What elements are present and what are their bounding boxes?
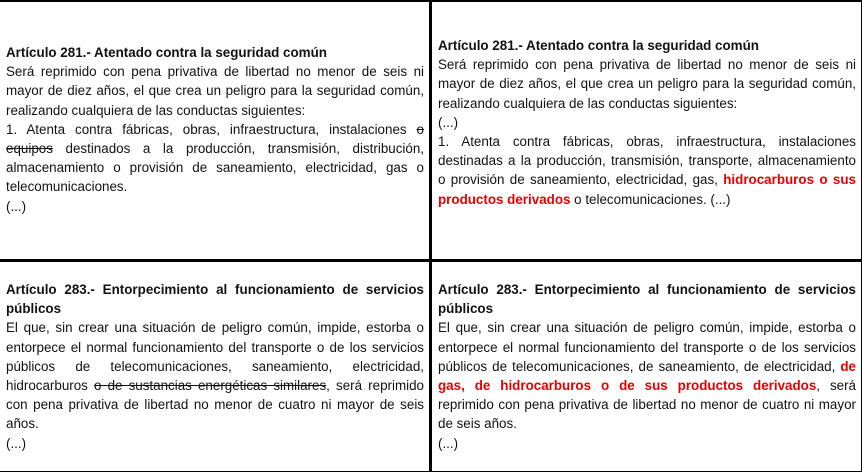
ellipsis: (...) — [438, 435, 459, 451]
added-text: hidrocarburos o sus productos derivados — [438, 172, 856, 207]
body-text: El que, sin crear una situación de peligro común, impide, estorba o entorpece el normal funcionamiento del transporte o de los servicios públicos de telecomunicaciones, de saneamiento, de electricidad, — [438, 320, 856, 374]
body-text: El que, sin crear una situación de peligro común, impide, estorba o entorpece el normal funcionamiento del transporte o de los servicios públicos de telecomunicaciones, saneamiento, electricidad, hidrocarburos — [6, 320, 424, 394]
article-title: Artículo 281.- Atentado contra la seguridad común — [438, 38, 759, 53]
article-title: Artículo 281.- Atentado contra la seguridad común — [6, 45, 327, 60]
item-text: 1. Atenta contra fábricas, obras, infraestructura, instalaciones — [6, 121, 417, 137]
article-intro: Será reprimido con pena privativa de libertad no menor de seis ni mayor de diez años, el que crea un peligro para la seguridad común, realizando cualquiera de las conductas siguientes: — [438, 57, 856, 111]
item-text: 1. Atenta contra fábricas, obras, infraestructura, instalaciones destinadas a la producción, transmisión, transporte, almacenamiento o provisión de saneamiento, electricidad, gas, — [438, 134, 856, 188]
cell-art283-original — [0, 262, 429, 471]
added-text: de gas, de hidrocarburos o de sus productos derivados — [438, 358, 856, 394]
struck-text: o de sustancias energéticas similares — [94, 378, 327, 394]
item-text: o telecomunicaciones. (...) — [570, 191, 731, 207]
item-text: destinados a la producción, transmisión, distribución, almacenamiento o provisión de saneamiento, electricidad, gas o telecomunicaciones. — [6, 141, 424, 195]
article-item — [6, 120, 424, 197]
article-text — [438, 318, 856, 433]
body-text: , será reprimido con pena privativa de libertad no menor de cuatro ni mayor de seis años. — [6, 378, 424, 432]
cell-art281-original — [0, 2, 429, 259]
article-text — [6, 318, 424, 433]
article-title: Artículo 283.- Entorpecimiento al funcionamiento de servicios públicos — [6, 282, 424, 317]
article-intro: Será reprimido con pena privativa de libertad no menor de seis ni mayor de diez años, el que crea un peligro para la seguridad común, realizando cualquiera de las conductas siguientes: — [6, 64, 424, 118]
ellipsis: (...) — [6, 435, 27, 451]
ellipsis: (...) — [6, 198, 27, 214]
cell-art283-modified — [432, 262, 861, 471]
cell-art281-modified — [432, 2, 861, 259]
article-title: Artículo 283.- Entorpecimiento al funcionamiento de servicios públicos — [438, 282, 856, 317]
struck-text: o equipos — [6, 121, 424, 157]
body-text: , será reprimido con pena privativa de libertad no menor de cuatro ni mayor de seis años. — [438, 378, 856, 432]
article-item — [438, 132, 856, 209]
ellipsis: (...) — [438, 114, 459, 130]
